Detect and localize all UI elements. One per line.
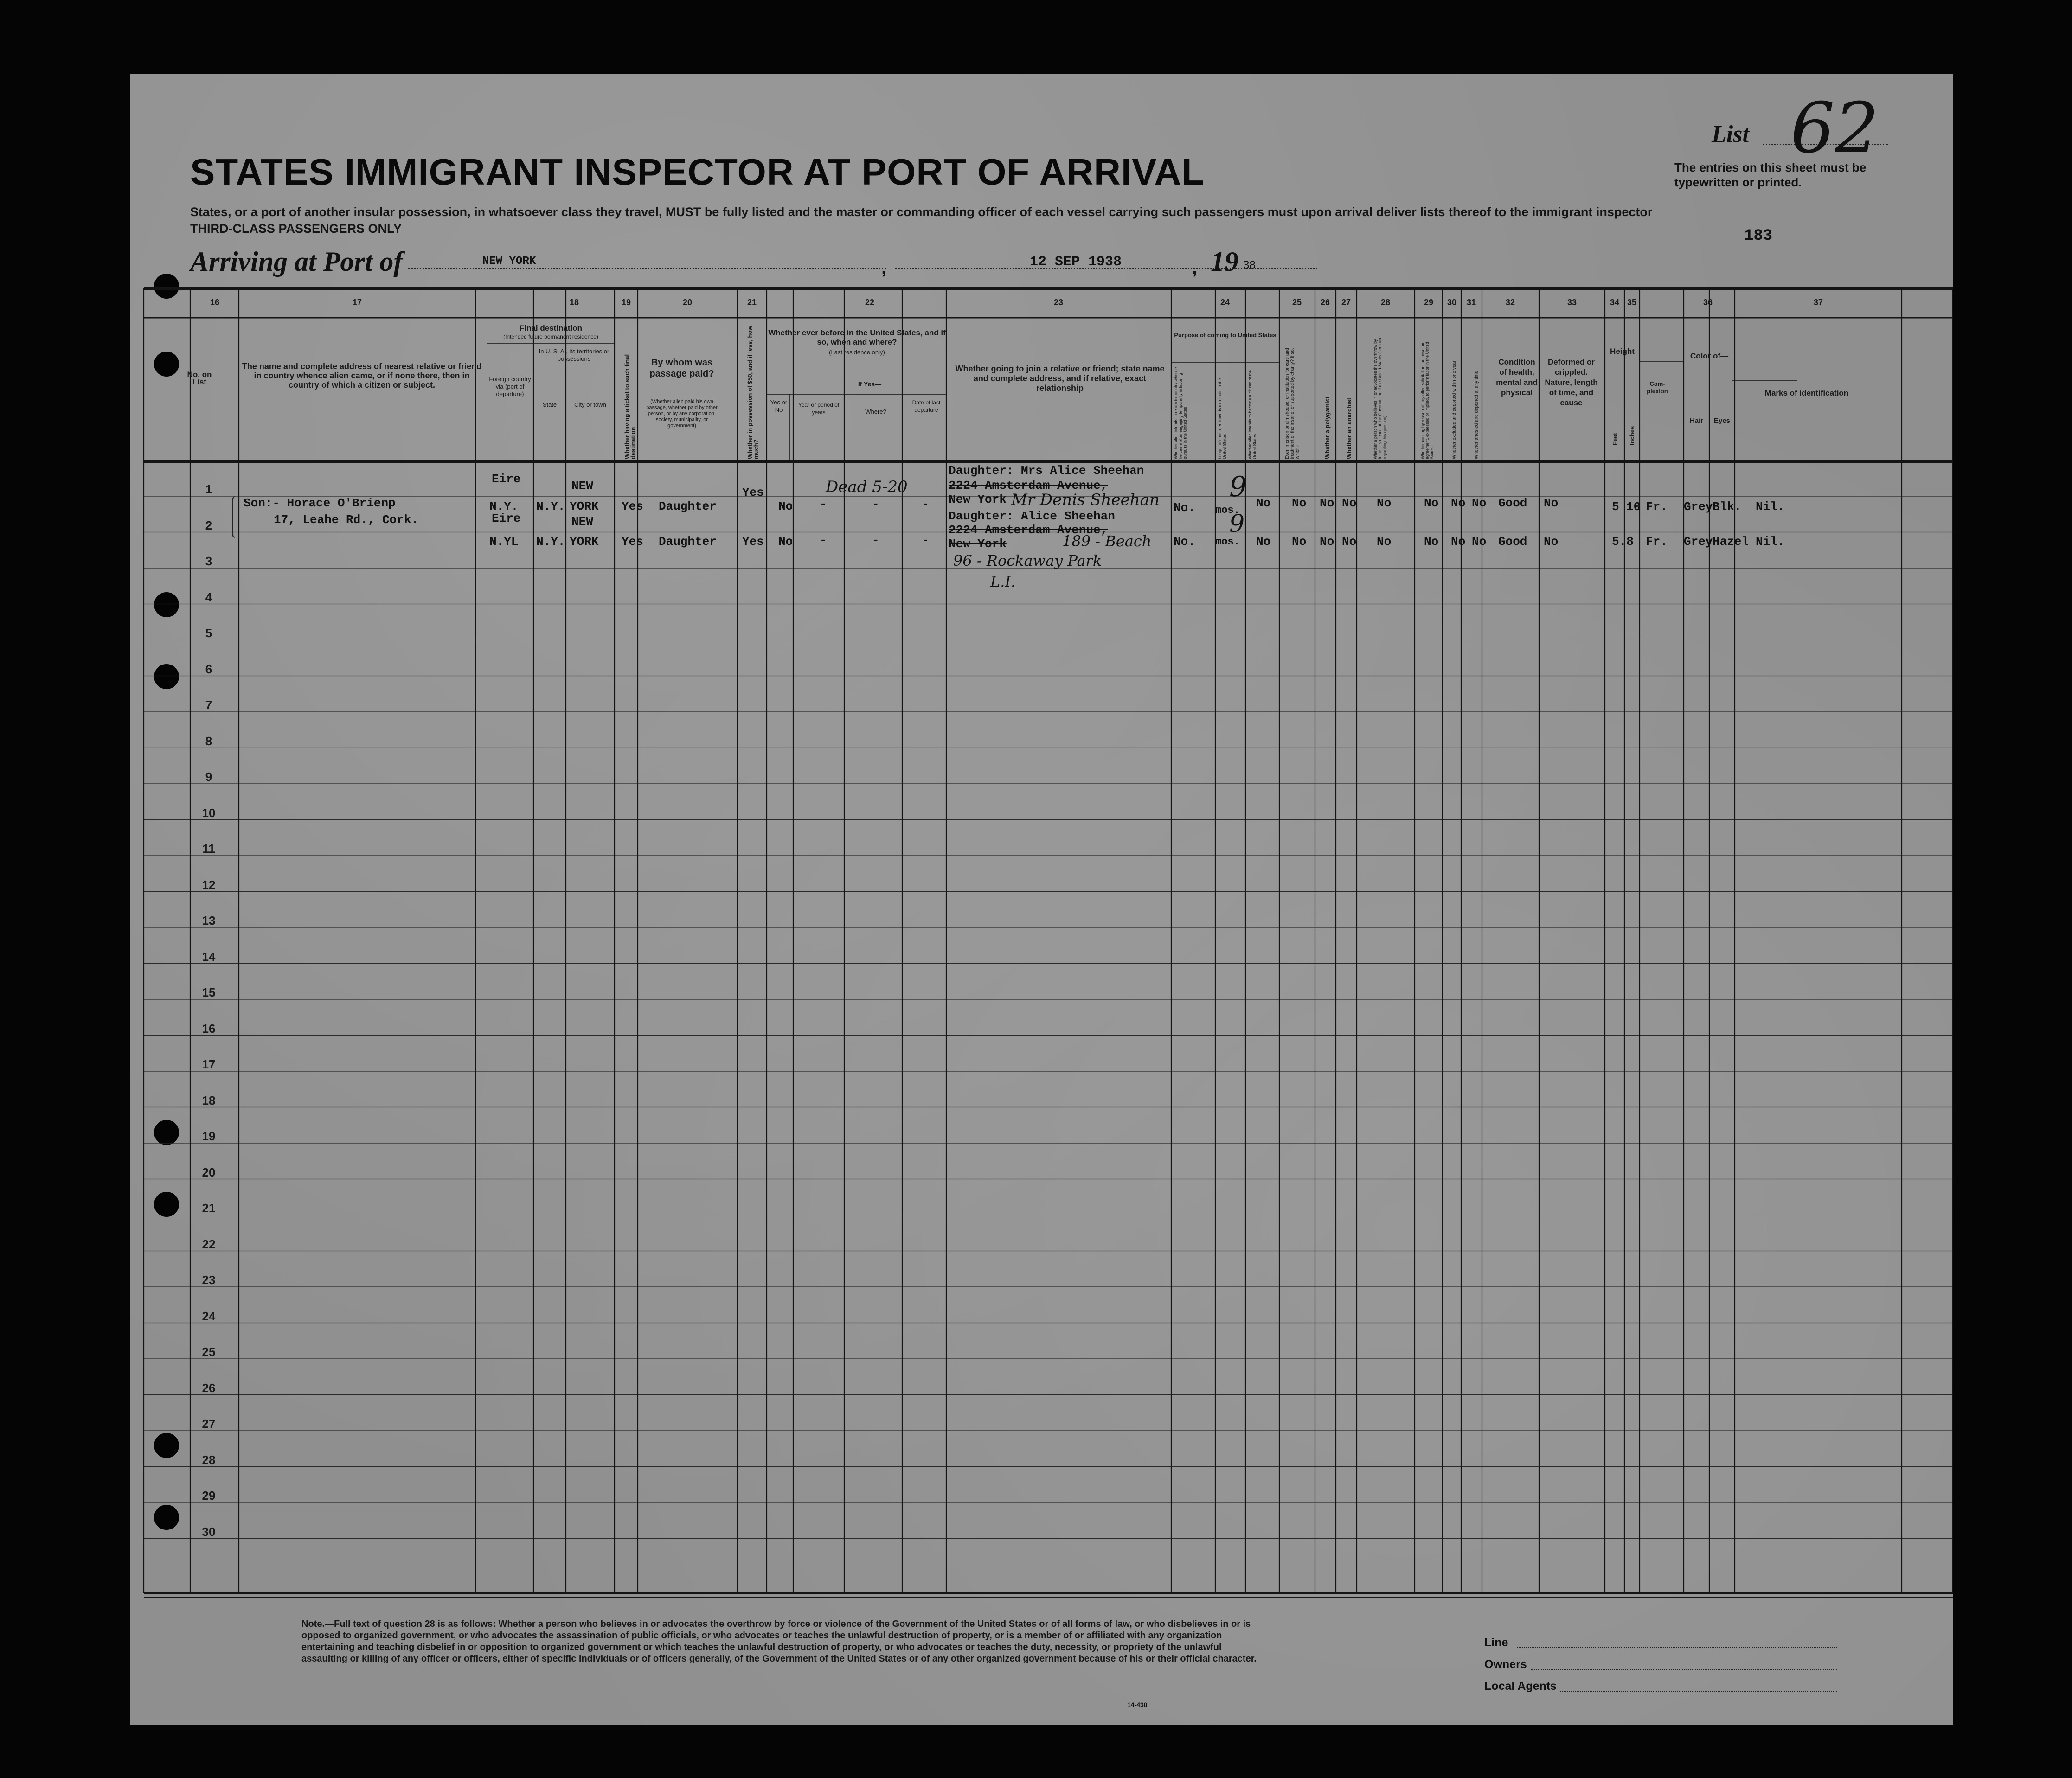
row2-via: N.YL: [489, 535, 519, 549]
header-purpose-sub2: Length of time alien intends to remain in the United States: [1218, 378, 1227, 459]
row2-eyes: Hazel: [1713, 535, 1749, 549]
row1-q31: No: [1472, 496, 1487, 510]
row1-eyes: Blk.: [1713, 500, 1742, 514]
column-number: 19: [621, 298, 631, 307]
row1-handwritten-note: Dead 5-20: [826, 478, 908, 496]
row-number: 24: [202, 1309, 216, 1323]
row1-via: N.Y.: [489, 499, 519, 513]
header-foreign-country: Foreign country via (port of departure): [489, 376, 531, 397]
header-prison: Ever in prison or almshouse, or institution for care and treatment of the insane, or supported by charity? If so, which?: [1285, 348, 1300, 459]
header-color-of: Color of—: [1690, 352, 1729, 360]
row1-health: Good: [1498, 496, 1527, 510]
row2-ticket: Yes: [622, 535, 643, 549]
column-number: 24: [1220, 298, 1230, 307]
row2-complexion: Fr.: [1646, 535, 1668, 549]
header-final-destination: Final destination: [519, 324, 583, 333]
row1-hair: Grey: [1684, 500, 1713, 514]
header-q31: Whether arrested and deported at any time: [1474, 371, 1479, 459]
row1-country: Eire: [492, 472, 521, 486]
row2-polygamist: No: [1320, 535, 1334, 549]
header-q28: Whether a person who believes in or advocates the overthrow by force or violence of the Government of the United States (see note regarding this question): [1373, 336, 1387, 459]
list-number-handwritten: 62: [1790, 88, 1879, 169]
row1-before: No: [778, 499, 793, 513]
row-number: 2: [205, 518, 212, 532]
row2-feet: 5.8: [1612, 535, 1634, 549]
row-number: 28: [202, 1452, 216, 1467]
column-number: 16: [210, 298, 220, 307]
column-number: 33: [1567, 298, 1577, 307]
row2-hair: Grey: [1684, 535, 1713, 549]
row2-deformed: No: [1544, 535, 1559, 549]
header-ticket: Whether having a ticket to such final destination: [623, 354, 636, 459]
header-marks: Marks of identification: [1764, 389, 1849, 397]
owners-underline: [1531, 1669, 1837, 1670]
row2-joining-line2: 2224 Amsterdam Avenue,: [949, 523, 1108, 537]
row1-ticket: Yes: [622, 499, 643, 513]
header-year-period: Year or period of years: [798, 402, 840, 416]
column-number: 22: [865, 298, 875, 307]
row2-length: mos.: [1215, 536, 1240, 548]
header-money: Whether in possession of $50, and if less, how much?: [746, 326, 759, 459]
header-inches: Inches: [1629, 426, 1636, 445]
column-number: 29: [1424, 298, 1434, 307]
row2-purpose: No.: [1174, 535, 1195, 549]
row-number: 30: [202, 1524, 216, 1539]
header-final-destination-note: (Intended future permanent residence): [503, 333, 598, 340]
row1-q29: No: [1424, 496, 1439, 510]
local-agents-label: Local Agents: [1484, 1680, 1557, 1693]
column-number: 25: [1292, 298, 1302, 307]
line-label: Line: [1484, 1636, 1508, 1649]
comma: ,: [1192, 257, 1198, 278]
row1-joining-line2: 2224 Amsterdam Avenue,: [949, 479, 1108, 492]
row1-polygamist: No: [1320, 496, 1334, 510]
column-number: 32: [1505, 298, 1515, 307]
row-number: 17: [202, 1057, 216, 1071]
row2-joining-handwritten2: 96 - Rockaway Park: [953, 552, 1102, 569]
column-number: 27: [1341, 298, 1351, 307]
column-number: 17: [352, 298, 362, 307]
column-number: 35: [1627, 298, 1637, 307]
header-no-on-list: No. on List: [187, 370, 212, 386]
column-number: 37: [1813, 298, 1823, 307]
header-joining-relative: Whether going to join a relative or friend; state name and complete address, and if relative, exact relationship: [955, 364, 1165, 393]
entries-instructions: The entries on this sheet must be typewritten or printed.: [1674, 160, 1867, 189]
relative-abroad-line1: Son:- Horace O'Brienp: [244, 496, 396, 510]
row2-country: Eire: [492, 512, 521, 525]
row2-city1: NEW: [571, 515, 593, 529]
row1-q30: No: [1451, 496, 1466, 510]
row2-q30: No: [1451, 535, 1466, 549]
row-number: 26: [202, 1381, 216, 1395]
row-number: 14: [202, 949, 216, 964]
row2-where: -: [872, 533, 879, 547]
header-condition: Condition of health, mental and physical: [1496, 358, 1538, 397]
year-suffix: 38: [1243, 259, 1256, 271]
row-number: 16: [202, 1021, 216, 1036]
row-number: 18: [202, 1093, 216, 1107]
column-number: 20: [682, 298, 693, 307]
column-number: 30: [1447, 298, 1457, 307]
row1-state: N.Y.: [536, 499, 565, 513]
column-number: 28: [1380, 298, 1391, 307]
row-number: 12: [202, 877, 216, 892]
header-purpose-sub1: Whether alien intends to return to country whence he came after engaging temporarily in laboring pursuits in the United States: [1174, 367, 1187, 459]
header-where: Where?: [865, 408, 886, 415]
row1-joining-handwritten: Mr Denis Sheehan: [1011, 491, 1160, 509]
agents-underline: [1559, 1691, 1837, 1692]
row1-purpose: No.: [1174, 501, 1195, 515]
row1-date: -: [922, 497, 929, 511]
row1-anarchist: No: [1342, 496, 1357, 510]
header-city: City or town: [574, 401, 606, 408]
row1-inches: 10: [1626, 500, 1641, 514]
header-anarchist: Whether an anarchist: [1346, 397, 1353, 459]
row1-marks: Nil.: [1756, 500, 1785, 514]
header-if-yes: If Yes—: [858, 380, 882, 388]
header-last-residence: (Last residence only): [829, 349, 885, 356]
header-deformed: Deformed or crippled. Nature, length of time, and cause: [1545, 358, 1598, 407]
row2-citizen: No: [1256, 535, 1271, 549]
year-prefix: 19: [1211, 246, 1238, 277]
header-hair: Hair: [1689, 417, 1704, 425]
row-number: 29: [202, 1489, 216, 1503]
row-number: 4: [205, 590, 212, 604]
form-number: 14-430: [1127, 1701, 1148, 1708]
row1-complexion: Fr.: [1646, 500, 1668, 514]
header-yes-no: Yes or No: [770, 399, 788, 413]
row2-paid-by: Daughter: [659, 535, 717, 549]
row1-city2: YORK: [570, 499, 599, 513]
row2-money: Yes: [742, 535, 764, 549]
header-polygamist: Whether a polygamist: [1324, 396, 1331, 459]
row-number: 6: [205, 662, 212, 676]
row2-joining-line1: Daughter: Alice Sheehan: [949, 509, 1115, 523]
relative-abroad-line2: 17, Leahe Rd., Cork.: [274, 513, 419, 527]
row1-where: -: [872, 497, 879, 511]
row2-anarchist: No: [1342, 535, 1357, 549]
row2-prison: No: [1292, 535, 1307, 549]
line-underline: [1517, 1647, 1837, 1648]
header-passage-paid-note: (Whether alien paid his own passage, whether paid by other person, or by any corporation, society, municipality, or government): [646, 399, 718, 429]
row2-q28: No: [1377, 535, 1392, 549]
row1-feet: 5: [1612, 500, 1619, 514]
row1-money: Yes: [742, 486, 764, 499]
header-purpose: Purpose of coming to United States: [1174, 332, 1277, 339]
column-number: 21: [747, 298, 757, 307]
relative-bracket: [232, 496, 238, 538]
list-label: List: [1712, 121, 1749, 147]
row1-year: -: [820, 497, 827, 511]
row2-before: No: [778, 535, 793, 549]
row2-joining-handwritten1: 189 - Beach: [1062, 532, 1152, 550]
row-number: 27: [202, 1417, 216, 1431]
row2-q29: No: [1424, 535, 1439, 549]
row1-prison: No: [1292, 496, 1307, 510]
header-relative-abroad: The name and complete address of nearest relative or friend in country whence alien came, or if none there, then in country of which a citizen or subject.: [242, 362, 482, 390]
row1-length-hand: 9: [1229, 471, 1247, 503]
row-number: 11: [202, 842, 215, 856]
arriving-label: Arriving at Port of: [190, 246, 403, 277]
column-number: 26: [1320, 298, 1330, 307]
header-in-usa: In U. S. A., its territories or possessions: [539, 348, 609, 362]
row-number: 10: [202, 806, 216, 820]
row-number: 5: [205, 626, 212, 640]
row1-joining-line1: Daughter: Mrs Alice Sheehan: [949, 464, 1144, 478]
row-number: 9: [205, 770, 212, 784]
column-number: 36: [1703, 298, 1713, 307]
row2-date: -: [922, 533, 929, 547]
header-feet: Feet: [1611, 433, 1618, 445]
manifest-sheet: [130, 74, 1953, 1725]
column-number: 18: [569, 298, 579, 307]
row-number: 22: [202, 1237, 216, 1251]
owners-label: Owners: [1484, 1658, 1527, 1671]
row1-deformed: No: [1544, 496, 1559, 510]
row1-joining-line3: New York: [949, 492, 1007, 506]
row2-state: N.Y.: [536, 535, 565, 549]
footnote-question-28: Note.—Full text of question 28 is as follows: Whether a person who believes in or advocates the overthrow by force or violence of the Government of the United States or of all forms of law, or who disbelieves in or is opposed to organized government, or who advocates the assassination of public officials, or who advocates or teaches the unlawful destruction of property, or is a member of or affiliated with any organization entertaining and teaching disbelief in or opposition to organized government or which teaches the unlawful destruction of property, or who advocates or teaches the duty, necessity, or propriety of the unlawful assaulting or killing of any officer or officers, either of specific individuals or of officers generally, of the Government of the United States or of any other organized government because of his or their official character.: [301, 1619, 1257, 1664]
row1-paid-by: Daughter: [659, 499, 717, 513]
passenger-class-label: THIRD-CLASS PASSENGERS ONLY: [190, 222, 402, 236]
header-height: Height: [1610, 347, 1635, 356]
row1-length: mos.: [1215, 505, 1240, 516]
row-number: 7: [205, 698, 212, 712]
row2-city2: YORK: [570, 535, 599, 549]
row1-city1: NEW: [571, 479, 593, 493]
row-number: 23: [202, 1273, 216, 1287]
page-number: 183: [1744, 227, 1773, 245]
column-number: 23: [1053, 298, 1064, 307]
row-number: 20: [202, 1165, 216, 1179]
row-number: 19: [202, 1129, 216, 1143]
form-subtitle: States, or a port of another insular possession, in whatsoever class they travel, MUST be fully listed and the master or commanding officer of each vessel carrying such passengers must upon arrival deliver lists thereof to the immigrant inspector: [190, 205, 1653, 219]
header-q29: Whether coming by reason of any offer, solicitation, promise, or agreement, expressed or implied, to perform labor in the United States: [1420, 342, 1434, 459]
column-number: 34: [1610, 298, 1620, 307]
row2-q31: No: [1472, 535, 1487, 549]
row2-length-hand: 9: [1229, 510, 1245, 538]
row-number: 15: [202, 985, 216, 999]
row2-marks: Nil.: [1756, 535, 1785, 549]
port-name: NEW YORK: [482, 255, 536, 268]
row-number: 25: [202, 1345, 216, 1359]
row-number: 1: [205, 482, 212, 496]
header-complexion: Com-plexion: [1647, 380, 1668, 395]
row2-health: Good: [1498, 535, 1527, 549]
header-state: State: [542, 401, 557, 408]
header-eyes: Eyes: [1713, 417, 1731, 425]
row2-joining-handwritten3: L.I.: [990, 573, 1016, 590]
row1-q28: No: [1377, 496, 1392, 510]
row2-joining-line3: New York: [949, 537, 1007, 551]
header-purpose-sub3: Whether alien intends to become a citizen of the United States: [1248, 370, 1257, 459]
row-number: 13: [202, 914, 216, 927]
header-q30: Whether excluded and deported within one year: [1452, 360, 1457, 459]
header-passage-paid: By whom was passage paid?: [649, 358, 714, 379]
header-before-in-us: Whether ever before in the United States, and if so, when and where?: [768, 328, 946, 346]
row1-citizen: No: [1256, 496, 1271, 510]
row2-year: -: [820, 533, 827, 547]
row-number: 21: [202, 1201, 216, 1215]
row-number: 3: [205, 554, 212, 568]
form-title: STATES IMMIGRANT INSPECTOR AT PORT OF ARRIVAL: [190, 151, 1205, 192]
header-date-departure: Date of last departure: [912, 399, 941, 413]
arrival-date-stamp: 12 SEP 1938: [1030, 254, 1122, 270]
manifest-grid: [130, 74, 1953, 1725]
comma: ,: [881, 257, 887, 278]
column-number: 31: [1466, 298, 1476, 307]
row-number: 8: [205, 734, 212, 748]
